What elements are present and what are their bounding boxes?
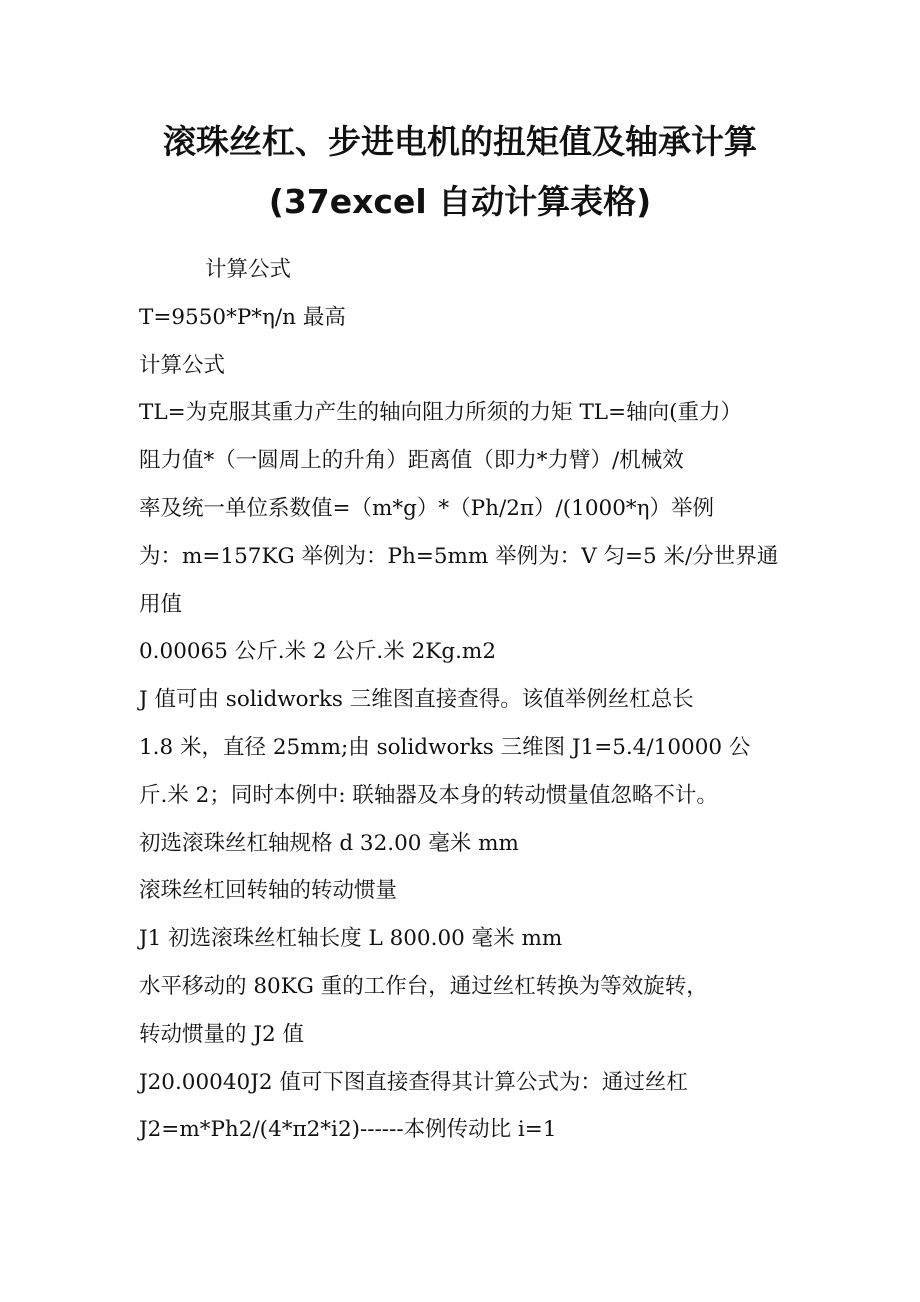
text-line: J 值可由 solidworks 三维图直接查得。该值举例丝杠总长 — [139, 687, 694, 713]
text-line: T=9550*P*η/n 最高 — [139, 304, 346, 330]
text-line: 为：m=157KG 举例为：Ph=5mm 举例为：V 匀=5 米/分世界通 — [139, 543, 779, 569]
text-line: J20.00040J2 值可下图直接查得其计算公式为：通过丝杠 — [139, 1069, 688, 1095]
text-line: 计算公式 — [139, 352, 226, 378]
text-line: 斤.米 2；同时本例中: 联轴器及本身的转动惯量值忽略不计。 — [139, 782, 718, 808]
text-line: 率及统一单位系数值=（m*g）*（Ph/2π）/(1000*η）举例 — [139, 495, 715, 521]
document-title-line-2: (37excel 自动计算表格) — [268, 182, 652, 221]
text-line: 转动惯量的 J2 值 — [139, 1021, 304, 1047]
text-line: 水平移动的 80KG 重的工作台，通过丝杠转换为等效旋转， — [139, 973, 708, 999]
text-line: 用值 — [139, 591, 183, 617]
text-line: 1.8 米，直径 25mm;由 solidworks 三维图 J1=5.4/10000 公 — [139, 734, 751, 760]
document-title-line-1: 滚珠丝杠、步进电机的扭矩值及轴承计算 — [163, 122, 757, 161]
text-line: J2=m*Ph2/(4*π2*i2)------本例传动比 i=1 — [139, 1117, 557, 1143]
text-line: 滚珠丝杠回转轴的转动惯量 — [139, 878, 398, 904]
text-line: J1 初选滚珠丝杠轴长度 L 800.00 毫米 mm — [139, 926, 563, 952]
text-line: 阻力值*（一圆周上的升角）距离值（即力*力臂）/机械效 — [139, 448, 684, 474]
document-body — [139, 246, 789, 1154]
text-line: 0.00065 公斤.米 2 公斤.米 2Kg.m2 — [139, 639, 496, 665]
text-line: TL=为克服其重力产生的轴向阻力所须的力矩 TL=轴向(重力） — [139, 400, 742, 426]
text-line: 初选滚珠丝杠轴规格 d 32.00 毫米 mm — [139, 830, 519, 856]
text-line: 计算公式 — [205, 257, 292, 282]
